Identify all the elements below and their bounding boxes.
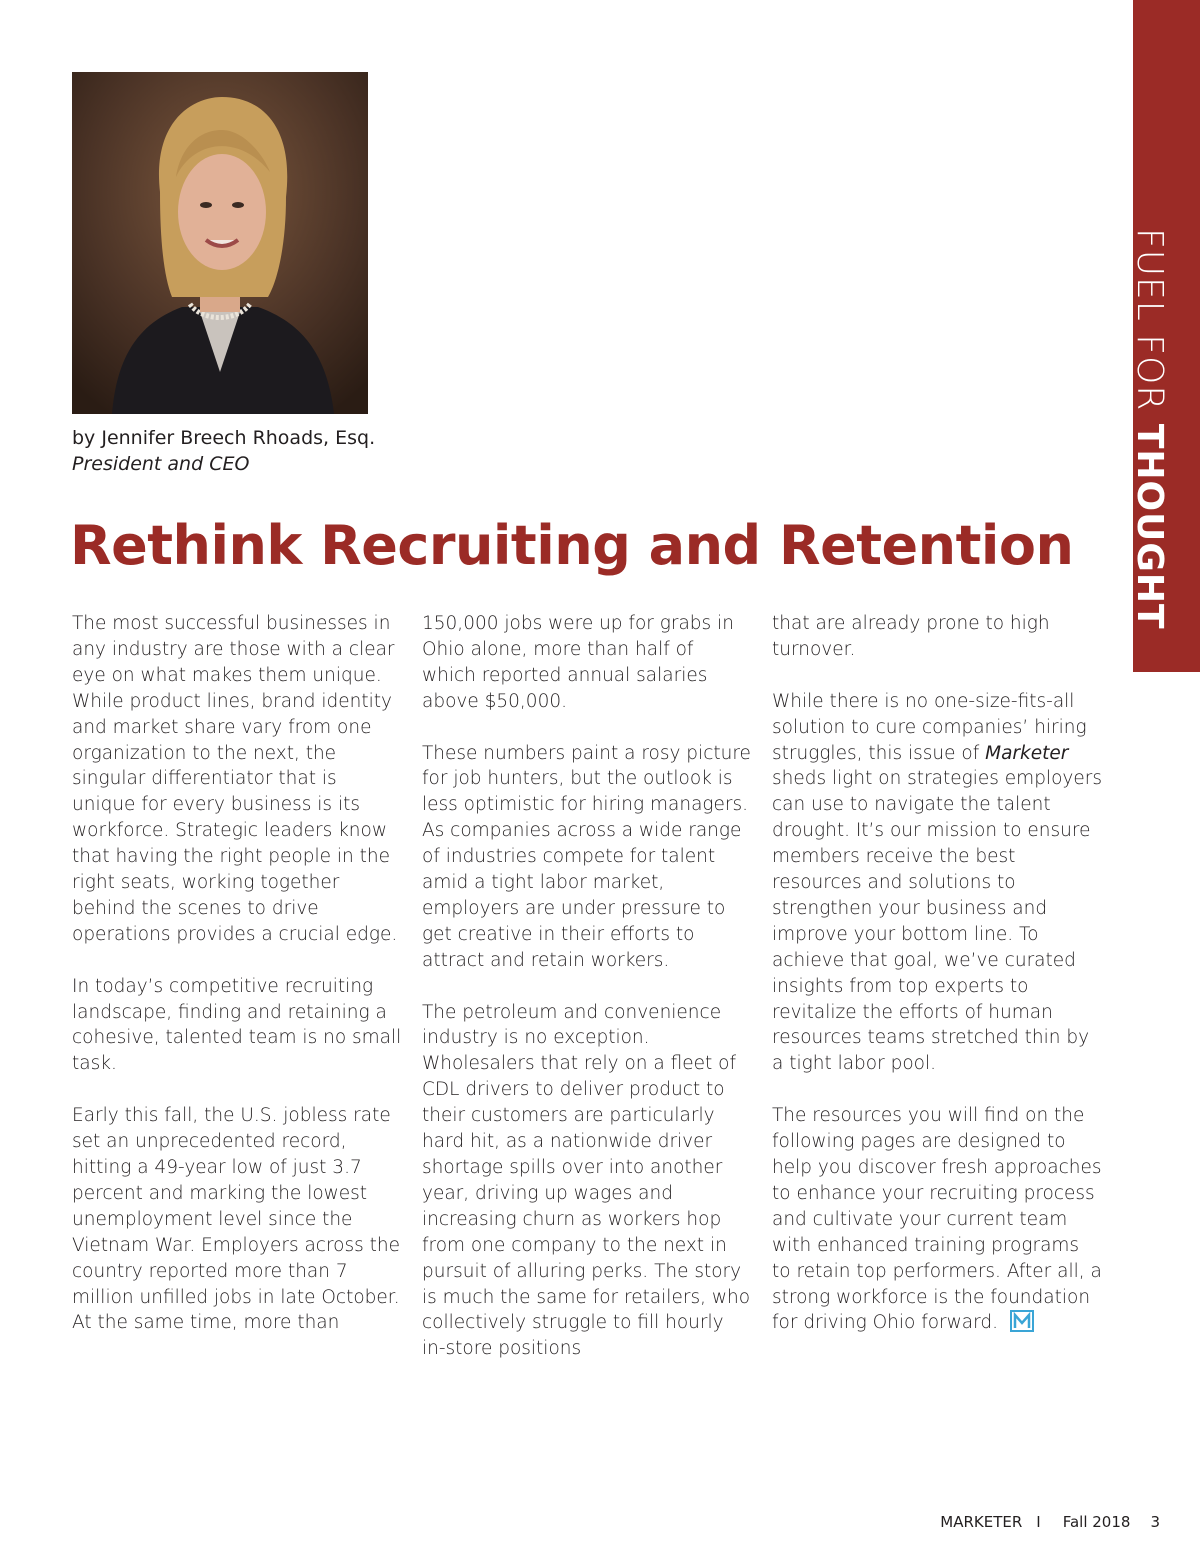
- article-column-2: [422, 611, 752, 1388]
- page-footer: [932, 1513, 1160, 1531]
- author-name: by Jennifer Breech Rhoads, Esq.: [72, 427, 376, 449]
- paragraph: [772, 1103, 1102, 1336]
- section-label-bold: THOUGHT: [1129, 423, 1170, 630]
- paragraph: that are already prone to high turnover.: [772, 613, 1050, 660]
- article-column-3: [772, 611, 1102, 1362]
- footer-issue: Fall 2018: [1062, 1513, 1131, 1531]
- paragraph: These numbers paint a rosy picture for job hunters, but the outlook is less optimistic for hiring managers. As companies across a wide range of industries compete for talent amid a tight labor market, employers are under pressure to get creative in their efforts to attract and retain workers.: [422, 742, 751, 971]
- end-mark-icon: [1010, 1310, 1034, 1332]
- page-number: 3: [1150, 1513, 1160, 1531]
- author-photo: [72, 72, 368, 414]
- paragraph-start: While there is no one-size-fits-all solution to cure companies’ hiring struggles, this issue of: [772, 690, 1087, 764]
- section-label-light: FUEL FOR: [1129, 228, 1170, 424]
- article-column-1: [72, 611, 402, 1362]
- footer-magazine: MARKETER: [940, 1513, 1023, 1531]
- footer-separator: I: [1036, 1513, 1041, 1531]
- paragraph: In today’s competitive recruiting landscape, finding and retaining a cohesive, talented team is no small task.: [72, 975, 402, 1075]
- section-label: [1127, 228, 1171, 665]
- article-headline: Rethink Recruiting and Retention: [70, 514, 1074, 577]
- author-title: President and CEO: [72, 453, 250, 475]
- paragraph: Early this fall, the U.S. jobless rate set an unprecedented record, hitting a 49-year low of just 3.7 percent and marking the lowest unemployment level since the Vietnam War. Employers across the country reported more than 7 million unfilled jobs in late October. At the same time, more than: [72, 1105, 401, 1334]
- paragraph-rest: sheds light on strategies employers can use to navigate the talent drought. It’s our mission to ensure members receive the best resources and solutions to strengthen your business and improve your bottom line. To achieve that goal, we’ve curated insights from top experts to revitalize the efforts of human resources teams stretched thin by a tight labor pool.: [772, 768, 1102, 1075]
- paragraph: The most successful businesses in any industry are those with a clear eye on what makes them unique. While product lines, brand identity and market share vary from one organization to the next, the singular differentiator that is unique for every business is its workforce. Strategic leaders know that having the right people in the right seats, working together behind the scenes to drive operations provides a crucial edge.: [72, 613, 398, 945]
- paragraph: 150,000 jobs were up for grabs in Ohio alone, more than half of which reported annual salaries above $50,000.: [422, 613, 734, 712]
- magazine-name-italic: Marketer: [985, 742, 1069, 764]
- byline: [72, 425, 375, 477]
- paragraph-text: The resources you will find on the following pages are designed to help you discover fresh approaches to enhance your recruiting process and cultivate your current team with enhanced training programs to retain top performers. After all, a strong workforce is the foundation for driving Ohio forward.: [772, 1105, 1102, 1334]
- paragraph: [772, 689, 1102, 1078]
- portrait-image: [72, 72, 368, 414]
- paragraph: The petroleum and convenience industry is no exception. Wholesalers that rely on a fleet of CDL drivers to deliver product to their customers are particularly hard hit, as a nationwide driver shortage spills over into another year, driving up wages and increasing churn as workers hop from one company to the next in pursuit of alluring perks. The story is much the same for retailers, who collectively struggle to fill hourly in-store positions: [422, 1001, 751, 1360]
